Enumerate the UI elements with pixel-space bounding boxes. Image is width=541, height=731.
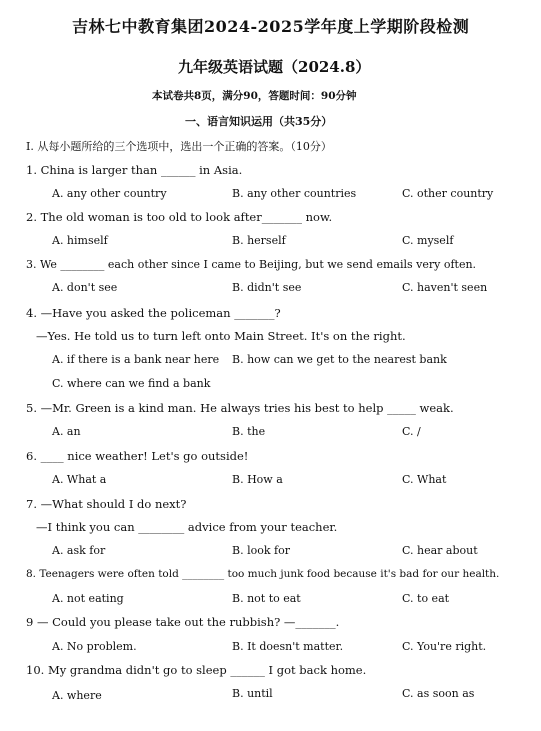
part-title: I. 从每小题所给的三个选项中，选出一个正确的答案。（10分）: [26, 140, 332, 153]
question-3-option-c: C. haven't seen: [402, 281, 488, 294]
question-3-option-a: A. don't see: [52, 281, 118, 294]
question-9-option-c: C. You're right.: [402, 640, 487, 653]
question-6-option-b: B. How a: [232, 473, 283, 486]
question-1-option-b: B. any other countries: [232, 187, 357, 200]
question-1-stem: 1. China is larger than ______ in Asia.: [26, 163, 243, 177]
question-5-option-c: C. /: [402, 425, 421, 438]
question-4-option-a: A. if there is a bank near here: [52, 353, 220, 366]
question-2-option-c: C. myself: [402, 234, 454, 247]
question-4-stem: 4. —Have you asked the policeman _______?: [26, 306, 281, 320]
question-4-option-b: B. how can we get to the nearest bank: [232, 353, 447, 366]
question-10-option-b: B. until: [232, 687, 273, 700]
question-9-option-b: B. It doesn't matter.: [232, 640, 344, 653]
question-9-stem: 9 — Could you please take out the rubbish? —_______.: [26, 615, 340, 629]
question-10-stem: 10. My grandma didn't go to sleep ______ I got back home.: [26, 663, 367, 677]
question-7-option-b: B. look for: [232, 544, 290, 557]
question-5-option-a: A. an: [52, 425, 81, 438]
question-10-option-a: A. where: [52, 689, 102, 702]
exam-subtitle: 九年级英语试题（2024.8）: [178, 58, 371, 76]
question-9-option-a: A. No problem.: [52, 640, 137, 653]
question-3-option-b: B. didn't see: [232, 281, 302, 294]
question-4-option-c: C. where can we find a bank: [52, 377, 211, 390]
question-8-option-b: B. not to eat: [232, 592, 301, 605]
question-1-option-c: C. other country: [402, 187, 494, 200]
question-4-reply: —Yes. He told us to turn left onto Main Street. It's on the right.: [36, 329, 406, 343]
section-title: 一、语言知识运用（共35分）: [185, 115, 333, 128]
question-8-option-c: C. to eat: [402, 592, 450, 605]
question-6-stem: 6. ____ nice weather! Let's go outside!: [26, 449, 249, 463]
question-1-option-a: A. any other country: [52, 187, 167, 200]
question-7-option-c: C. hear about: [402, 544, 478, 557]
question-8-stem: 8. Teenagers were often told ________ too much junk food because it's bad for our health.: [26, 568, 500, 580]
question-5-option-b: B. the: [232, 425, 266, 438]
question-8-option-a: A. not eating: [52, 592, 124, 605]
question-5-stem: 5. —Mr. Green is a kind man. He always tries his best to help _____ weak.: [26, 401, 454, 415]
exam-title: 吉林七中教育集团2024-2025学年度上学期阶段检测: [72, 17, 470, 36]
question-2-stem: 2. The old woman is too old to look after_______ now.: [26, 210, 333, 224]
question-7-stem: 7. —What should I do next?: [26, 497, 187, 511]
question-2-option-a: A. himself: [52, 234, 108, 247]
question-6-option-a: A. What a: [52, 473, 107, 486]
question-10-option-c: C. as soon as: [402, 687, 475, 700]
question-7-option-a: A. ask for: [52, 544, 106, 557]
exam-info: 本试卷共8页，满分90，答题时间：90分钟: [152, 90, 357, 102]
question-7-reply: —I think you can ________ advice from your teacher.: [36, 520, 338, 534]
question-6-option-c: C. What: [402, 473, 447, 486]
question-2-option-b: B. herself: [232, 234, 286, 247]
question-3-stem: 3. We ________ each other since I came to Beijing, but we send emails very often.: [26, 258, 477, 271]
